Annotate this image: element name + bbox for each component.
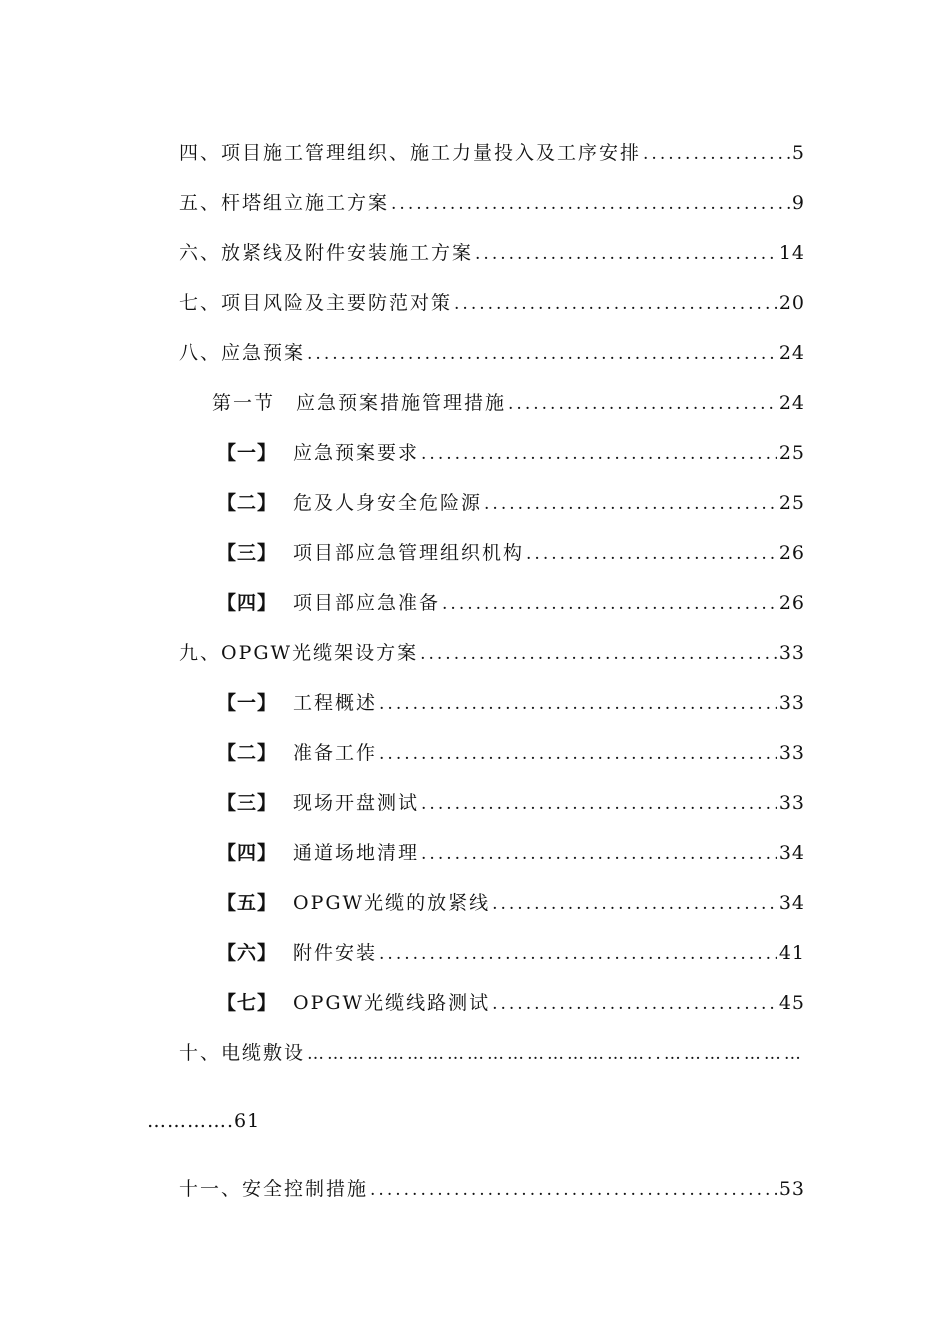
- toc-entry-title: 准备工作: [293, 742, 378, 764]
- toc-entry-page: 45: [778, 992, 805, 1014]
- toc-entry-page: 53: [778, 1178, 805, 1200]
- dot-leader: [484, 494, 777, 514]
- toc-entry-title: 八、应急预案: [179, 342, 306, 364]
- toc-entry-title: 应急预案要求: [293, 442, 420, 464]
- toc-entry[interactable]: [217, 988, 805, 1018]
- toc-entry-title: 项目部应急管理组织机构: [293, 542, 525, 564]
- dot-leader: [379, 944, 777, 964]
- toc-entry[interactable]: [179, 238, 805, 268]
- toc-entry[interactable]: [179, 188, 805, 218]
- toc-entry-page: 33: [778, 742, 805, 764]
- toc-entry[interactable]: [217, 488, 805, 518]
- dot-leader: [379, 744, 777, 764]
- dot-leader: [421, 444, 777, 464]
- dot-leader: [454, 294, 777, 314]
- toc-entry-title: 附件安装: [293, 942, 378, 964]
- toc-entry-title: 五、杆塔组立施工方案: [179, 192, 390, 214]
- toc-entry-page: 41: [778, 942, 805, 964]
- toc-entry[interactable]: [179, 338, 805, 368]
- toc-entry-number: 【七】: [217, 992, 278, 1014]
- toc-entry[interactable]: [217, 788, 805, 818]
- toc-entry-number: 【五】: [217, 892, 278, 914]
- toc-entry[interactable]: [217, 738, 805, 768]
- dot-leader: [379, 694, 777, 714]
- toc-entry-title: 通道场地清理: [293, 842, 420, 864]
- dot-leader: [508, 394, 777, 414]
- toc-entry[interactable]: [217, 538, 805, 568]
- dot-leader: [307, 344, 777, 364]
- toc-entry-continuation: ………….61: [147, 1110, 261, 1132]
- toc-entry-page: 33: [778, 792, 805, 814]
- dot-leader: [475, 244, 777, 264]
- toc-entry-page: 5: [791, 142, 805, 164]
- toc-entry-page: 20: [778, 292, 805, 314]
- toc-entry-number: 【四】: [217, 842, 278, 864]
- toc-entry-title: OPGW光缆的放紧线: [293, 892, 491, 914]
- toc-entry[interactable]: [212, 388, 805, 418]
- toc-entry[interactable]: [217, 438, 805, 468]
- toc-entry-number: 【二】: [217, 742, 278, 764]
- toc-entry-page: 26: [778, 592, 805, 614]
- toc-entry-title: 十一、安全控制措施: [179, 1178, 369, 1200]
- toc-entry-title: 十、电缆敷设: [179, 1042, 306, 1064]
- toc-entry-number: 【四】: [217, 592, 278, 614]
- dot-leader: [421, 794, 777, 814]
- toc-entry-title: 现场开盘测试: [293, 792, 420, 814]
- toc-entry[interactable]: [179, 1174, 805, 1204]
- toc-entry[interactable]: [217, 688, 805, 718]
- toc-entry-page: 24: [778, 392, 805, 414]
- toc-entry-page: 33: [778, 692, 805, 714]
- dot-leader: [643, 144, 790, 164]
- toc-entry[interactable]: [217, 938, 805, 968]
- toc-entry-title: 六、放紧线及附件安装施工方案: [179, 242, 474, 264]
- dot-leader: [421, 844, 777, 864]
- toc-entry[interactable]: [217, 888, 805, 918]
- toc-entry-number: 【六】: [217, 942, 278, 964]
- toc-entry-title: 九、OPGW光缆架设方案: [179, 642, 419, 664]
- toc-entry-number: 【一】: [217, 442, 278, 464]
- toc-entry[interactable]: [179, 1038, 805, 1068]
- toc-entry-title: 七、项目风险及主要防范对策: [179, 292, 453, 314]
- toc-entry-page: 25: [778, 442, 805, 464]
- toc-entry-page: 33: [778, 642, 805, 664]
- toc-entry-title: 危及人身安全危险源: [293, 492, 483, 514]
- toc-entry[interactable]: [217, 588, 805, 618]
- toc-entry[interactable]: [217, 838, 805, 868]
- toc-entry-page: 26: [778, 542, 805, 564]
- toc-entry-number: 【三】: [217, 542, 278, 564]
- toc-entry-page: 24: [778, 342, 805, 364]
- dot-leader: [526, 544, 777, 564]
- dot-leader: [442, 594, 777, 614]
- toc-entry-title: 第一节 应急预案措施管理措施: [212, 392, 507, 414]
- toc-entry[interactable]: [179, 638, 805, 668]
- toc-entry-title: OPGW光缆线路测试: [293, 992, 491, 1014]
- toc-entry-number: 【一】: [217, 692, 278, 714]
- toc-entry[interactable]: [179, 138, 805, 168]
- ellipsis-leader: [307, 1044, 803, 1064]
- dot-leader: [492, 994, 777, 1014]
- toc-entry-number: 【三】: [217, 792, 278, 814]
- dot-leader: [391, 194, 790, 214]
- dot-leader: [420, 644, 777, 664]
- toc-entry-title: 四、项目施工管理组织、施工力量投入及工序安排: [179, 142, 642, 164]
- toc-entry-page: 34: [778, 892, 805, 914]
- toc-entry-number: 【二】: [217, 492, 278, 514]
- toc-entry-page: 14: [778, 242, 805, 264]
- toc-entry-page: 25: [778, 492, 805, 514]
- dot-leader: [370, 1180, 777, 1200]
- toc-entry[interactable]: [179, 288, 805, 318]
- toc-entry-title: 工程概述: [293, 692, 378, 714]
- dot-leader: [492, 894, 777, 914]
- toc-entry-page: 9: [791, 192, 805, 214]
- toc-entry-page: 34: [778, 842, 805, 864]
- toc-entry-title: 项目部应急准备: [293, 592, 441, 614]
